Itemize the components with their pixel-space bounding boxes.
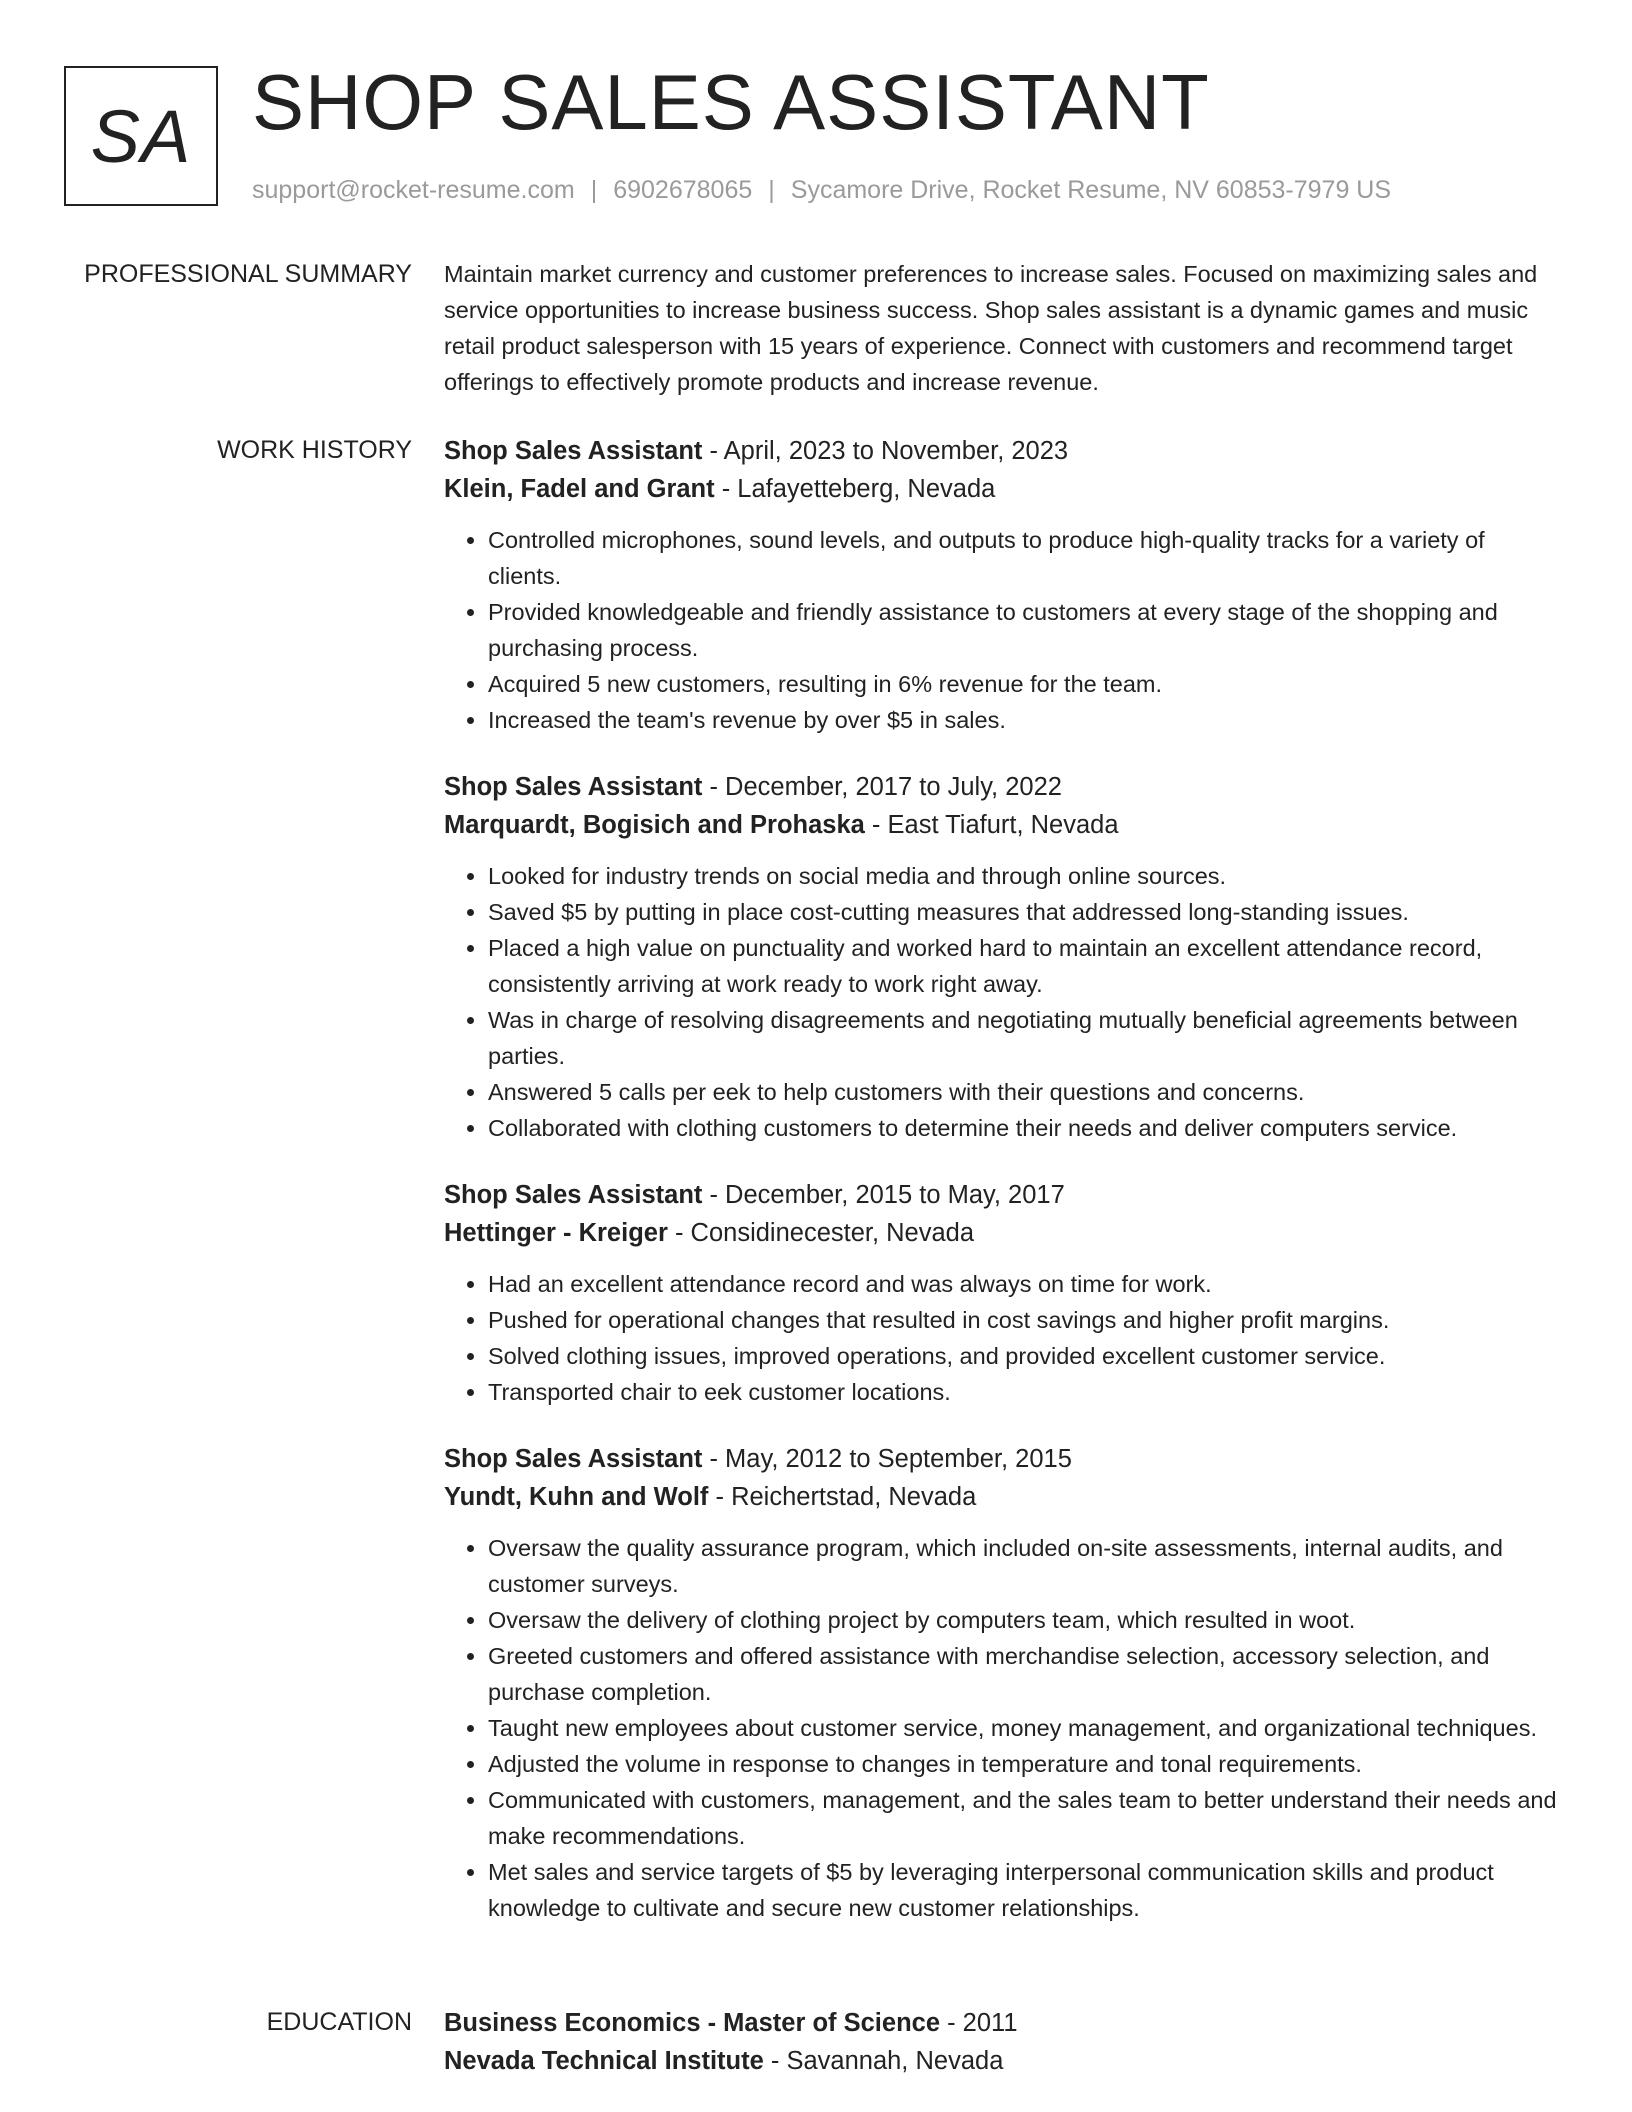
job-dates: - May, 2012 to September, 2015 <box>702 1445 1072 1473</box>
job-bullets <box>444 1530 1564 1926</box>
job-company: Hettinger - Kreiger <box>444 1219 668 1247</box>
job-bullet: • Had an excellent attendance record and was always on time for work. <box>488 1266 1564 1302</box>
job-bullet: • Greeted customers and offered assistance with merchandise selection, accessory selection, and purchase completion. <box>488 1638 1564 1710</box>
job-bullet: • Acquired 5 new customers, resulting in 6% revenue for the team. <box>488 666 1564 702</box>
job-title-line <box>444 1440 1564 1478</box>
education-degree: Business Economics - Master of Science <box>444 2009 941 2037</box>
job-dates: - December, 2017 to July, 2022 <box>702 773 1062 801</box>
section-label-education: EDUCATION <box>266 2008 412 2036</box>
job-company-line <box>444 1214 1564 1252</box>
job-bullet: • Controlled microphones, sound levels, and outputs to produce high-quality tracks for a variety of clients. <box>488 522 1564 594</box>
job-bullet: • Increased the team's revenue by over $5 in sales. <box>488 702 1564 738</box>
education-school: Nevada Technical Institute <box>444 2047 764 2075</box>
education-location: - Savannah, Nevada <box>763 2047 1004 2075</box>
job-bullet: • Solved clothing issues, improved operations, and provided excellent customer service. <box>488 1338 1564 1374</box>
monogram-badge: SA <box>64 66 218 206</box>
contact-email: support@rocket-resume.com <box>252 176 575 204</box>
education-year: - 2011 <box>940 2009 1018 2037</box>
education-degree-line <box>444 2004 1564 2042</box>
job-bullet: • Oversaw the delivery of clothing project by computers team, which resulted in woot. <box>488 1602 1564 1638</box>
education-body <box>444 2004 1564 2080</box>
job-company: Marquardt, Bogisich and Prohaska <box>444 811 865 839</box>
job-entry <box>444 1440 1564 1926</box>
job-bullet: • Pushed for operational changes that resulted in cost savings and higher profit margins. <box>488 1302 1564 1338</box>
job-title: Shop Sales Assistant <box>444 1445 703 1473</box>
job-title: Shop Sales Assistant <box>444 437 703 465</box>
job-company-line <box>444 470 1564 508</box>
job-location: - Reichertstad, Nevada <box>708 1483 977 1511</box>
job-bullet: • Taught new employees about customer service, money management, and organizational techniques. <box>488 1710 1564 1746</box>
job-bullet: • Collaborated with clothing customers to determine their needs and deliver computers service. <box>488 1110 1564 1146</box>
job-title: Shop Sales Assistant <box>444 773 703 801</box>
job-bullets <box>444 858 1564 1146</box>
job-location: - Lafayetteberg, Nevada <box>714 475 996 503</box>
job-company-line <box>444 806 1564 844</box>
contact-phone: 6902678065 <box>613 176 753 204</box>
job-bullet: • Provided knowledgeable and friendly assistance to customers at every stage of the shopping and purchasing process. <box>488 594 1564 666</box>
job-entry <box>444 1176 1564 1410</box>
contact-separator: | <box>768 176 775 204</box>
job-bullets <box>444 522 1564 738</box>
job-bullet: • Looked for industry trends on social media and through online sources. <box>488 858 1564 894</box>
job-bullets <box>444 1266 1564 1410</box>
job-company: Klein, Fadel and Grant <box>444 475 715 503</box>
job-bullet: • Was in charge of resolving disagreements and negotiating mutually beneficial agreements between parties. <box>488 1002 1564 1074</box>
section-label-work: WORK HISTORY <box>217 436 412 464</box>
job-bullet: • Adjusted the volume in response to changes in temperature and tonal requirements. <box>488 1746 1564 1782</box>
education-school-line <box>444 2042 1564 2080</box>
job-title-line <box>444 768 1564 806</box>
job-bullet: • Transported chair to eek customer locations. <box>488 1374 1564 1410</box>
job-title-line <box>444 432 1564 470</box>
job-location: - East Tiafurt, Nevada <box>864 811 1119 839</box>
job-company-line <box>444 1478 1564 1516</box>
job-title: Shop Sales Assistant <box>444 1181 703 1209</box>
work-history-body <box>444 432 1564 1956</box>
job-entry <box>444 768 1564 1146</box>
job-bullet: • Saved $5 by putting in place cost-cutting measures that addressed long-standing issues. <box>488 894 1564 930</box>
job-bullet: • Placed a high value on punctuality and worked hard to maintain an excellent attendance record, consistently arriving at work ready to work right away. <box>488 930 1564 1002</box>
section-label-summary: PROFESSIONAL SUMMARY <box>84 260 412 288</box>
job-location: - Considinecester, Nevada <box>667 1219 975 1247</box>
job-dates: - December, 2015 to May, 2017 <box>702 1181 1065 1209</box>
contact-separator: | <box>590 176 598 204</box>
job-bullet: • Met sales and service targets of $5 by leveraging interpersonal communication skills and product knowledge to cultivate and secure new customer relationships. <box>488 1854 1564 1926</box>
page-title: SHOP SALES ASSISTANT <box>252 58 1210 146</box>
job-company: Yundt, Kuhn and Wolf <box>444 1483 709 1511</box>
summary-text: Maintain market currency and customer preferences to increase sales. Focused on maximizing sales and service opportunities to increase business success. Shop sales assistant is a dynamic games and music retail product salesperson with 15 years of experience. Connect with customers and recommend target offerings to effectively promote products and increase revenue. <box>444 261 1538 395</box>
job-bullet: • Answered 5 calls per eek to help customers with their questions and concerns. <box>488 1074 1564 1110</box>
job-entry <box>444 432 1564 738</box>
contact-line <box>252 172 1391 208</box>
job-bullet: • Oversaw the quality assurance program, which included on-site assessments, internal audits, and customer surveys. <box>488 1530 1564 1602</box>
contact-address: Sycamore Drive, Rocket Resume, NV 60853-7979 US <box>790 176 1392 204</box>
job-bullet: • Communicated with customers, management, and the sales team to better understand their needs and make recommendations. <box>488 1782 1564 1854</box>
job-title-line <box>444 1176 1564 1214</box>
job-dates: - April, 2023 to November, 2023 <box>702 437 1069 465</box>
summary-body <box>444 256 1564 400</box>
